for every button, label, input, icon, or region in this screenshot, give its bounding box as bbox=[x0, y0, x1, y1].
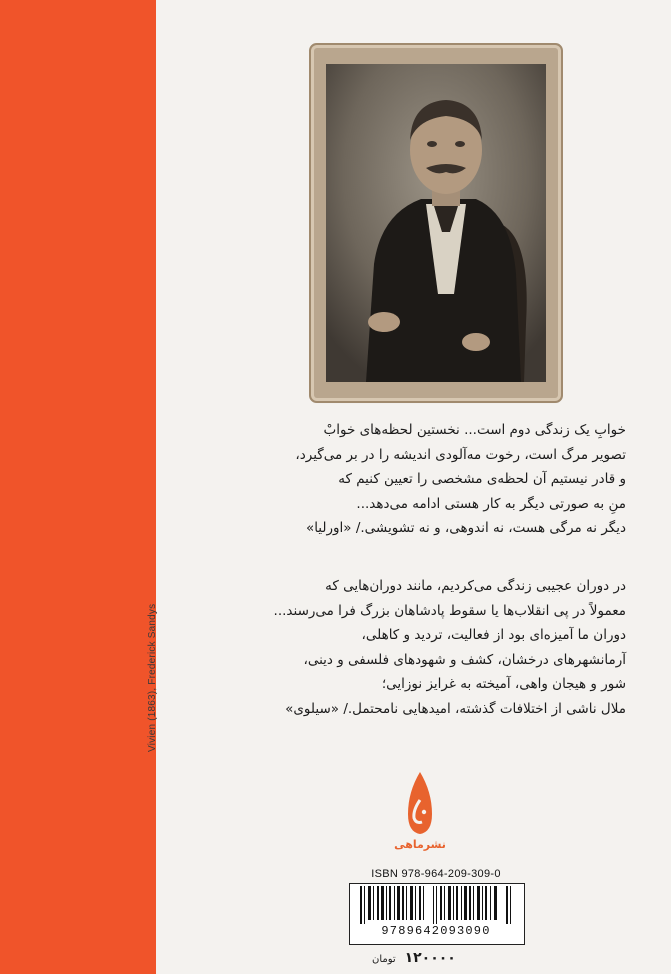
price-unit: تومان bbox=[372, 954, 396, 965]
quote-line: شور و هیجان واهی، آمیخته به غرایز نوزایی؛ bbox=[381, 676, 626, 692]
quote-line: دیگر نه مرگی هست، نه اندوهی، و نه تشویشی./ «اورلیا» bbox=[305, 520, 626, 536]
barcode-icon bbox=[350, 884, 524, 924]
price bbox=[372, 950, 456, 966]
isbn-label: ISBN 978-964-209-309-0 bbox=[371, 868, 501, 880]
price-amount: ۱۲۰۰۰۰ bbox=[404, 950, 456, 966]
quote-line: و قادر نیستیم آن لحظه‌ی مشخصی را تعیین کنیم که bbox=[338, 471, 626, 487]
quote-line: تصویر مرگ است، رخوت مه‌آلودی اندیشه را در بر می‌گیرد، bbox=[295, 446, 626, 463]
book-spine bbox=[0, 0, 156, 974]
publisher-name: نشرماهی bbox=[394, 838, 446, 851]
quote-line: معمولاً در پی انقلاب‌ها یا سقوط پادشاهان بزرگ فرا می‌رسند... bbox=[273, 602, 626, 619]
quote-line: دوران ما آمیزه‌ای بود از فعالیت، تردید و کاهلی، bbox=[361, 627, 626, 643]
quote-line: ملال ناشی از اختلافات گذشته، امیدهایی نامحتمل./ «سیلوی» bbox=[285, 700, 626, 717]
quote-line: منِ به صورتی دیگر به کار هستی ادامه می‌دهد... bbox=[356, 495, 626, 512]
portrait-photo bbox=[326, 64, 546, 382]
image-credit: Vivien (1863), Frederick Sandys bbox=[147, 603, 158, 752]
portrait-frame bbox=[314, 48, 558, 398]
portrait-icon bbox=[326, 64, 546, 382]
quote-paragraph-2 bbox=[156, 574, 626, 721]
quote-line: آرمانشهرهای درخشان، کشف و شهودهای فلسفی و دینی، bbox=[303, 651, 626, 668]
quote-line: در دوران عجیبی زندگی می‌کردیم، مانند دوران‌هایی که bbox=[325, 578, 626, 594]
quote-line: خوابِ یک زندگی دوم است... نخستین لحظه‌های خوابْ bbox=[323, 422, 626, 438]
quote-paragraph-1 bbox=[156, 418, 626, 541]
barcode-digits: 9789642093090 bbox=[381, 924, 491, 938]
